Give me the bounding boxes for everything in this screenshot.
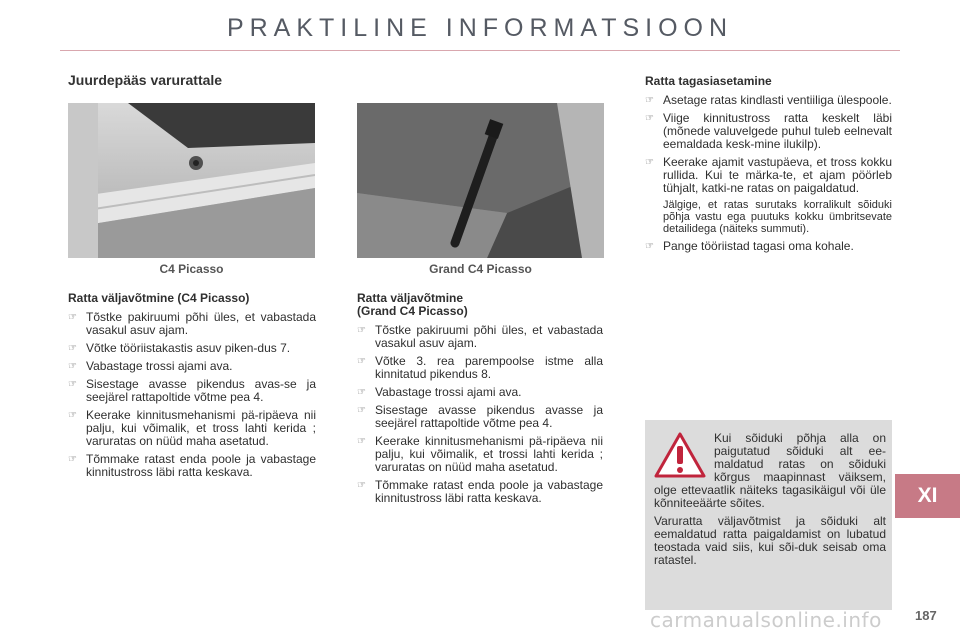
column-heading: Ratta väljavõtmine (Grand C4 Picasso) [357,291,468,318]
list-item: ☞ Tõstke pakiruumi põhi üles, et vabastada vasakul asuv ajam. [357,323,603,350]
list-item: ☞ Võtke tööriistakastis asuv piken-dus 7. [68,341,291,355]
list-item: ☞ Pange tööriistad tagasi oma kohale. [645,239,854,253]
list-item: ☞ Tõmmake ratast enda poole ja vabastage kinnitustross läbi ratta keskava. [68,452,316,479]
pointing-hand-icon: ☞ [357,480,366,491]
list-item: ☞ Viige kinnitustross ratta keskelt läbi (mõnede valuvelgede puhul tuleb eelnevalt eemaldada kesk-mine ilukilp). [645,111,892,151]
pointing-hand-icon: ☞ [68,379,77,390]
section-heading: Juurdepääs varurattale [68,72,223,88]
warning-box [645,420,892,610]
list-item: ☞ Keerake kinnitusmehanismi pä-ripäeva nii palju, kui võimalik, et tross lahti kerida ; varuratas on nüüd maha asetatud. [68,408,316,448]
list-item: ☞ Asetage ratas kindlasti ventiiliga ülespoole. [645,93,892,107]
list-item: ☞ Võtke 3. rea parempoolse istme alla kinnitatud pikendus 8. [357,354,603,381]
chapter-tab: XI [895,474,960,518]
pointing-hand-icon: ☞ [68,410,77,421]
list-item: ☞ Sisestage avasse pikendus avasse ja seejärel rattapoltide võtme pea 4. [357,403,603,430]
pointing-hand-icon: ☞ [645,157,654,168]
column-middle [357,292,603,510]
column-heading: Ratta väljavõtmine (C4 Picasso) [68,291,250,305]
list-item: ☞ Vabastage trossi ajami ava. [68,359,233,373]
step-list [645,94,892,195]
pointing-hand-icon: ☞ [68,361,77,372]
note-text: Jälgige, et ratas surutaks korralikult sõiduki põhja vastu ega puutuks kokku ümbritsevate detailidega (näiteks summuti). [663,199,892,235]
list-item: ☞ Tõmmake ratast enda poole ja vabastage kinnitustross läbi ratta keskava. [357,478,603,505]
pointing-hand-icon: ☞ [357,325,366,336]
pointing-hand-icon: ☞ [645,113,654,124]
list-item: ☞ Keerake ajamit vastupäeva, et tross kokku rullida. Kui te märka-te, et ajam pöörleb tühjalt, katki-ne ratas on paigaldatud. [645,155,892,195]
pointing-hand-icon: ☞ [357,356,366,367]
list-item: ☞ Tõstke pakiruumi põhi üles, et vabastada vasakul asuv ajam. [68,310,316,337]
watermark: carmanualsonline.info [650,608,882,632]
pointing-hand-icon: ☞ [357,436,366,447]
page-title: PRAKTILINE INFORMATSIOON [226,14,734,42]
photo-c4-picasso [68,103,315,258]
list-item: ☞ Vabastage trossi ajami ava. [357,385,522,399]
photo-caption: Grand C4 Picasso [429,262,532,276]
pointing-hand-icon: ☞ [68,454,77,465]
pointing-hand-icon: ☞ [68,343,77,354]
pointing-hand-icon: ☞ [357,405,366,416]
pointing-hand-icon: ☞ [68,312,77,323]
title-divider [60,50,900,51]
list-item: ☞ Keerake kinnitusmehanismi pä-ripäeva nii palju, kui võimalik, et trossi lahti kerida ; varuratas on nüüd maha asetatud. [357,434,603,474]
photo-caption: C4 Picasso [159,262,224,276]
column-right [645,75,892,258]
pointing-hand-icon: ☞ [645,241,654,252]
column-left [68,292,316,484]
pointing-hand-icon: ☞ [357,387,366,398]
list-item: ☞ Sisestage avasse pikendus avas-se ja seejärel rattapoltide võtme pea 4. [68,377,316,404]
page-number: 187 [915,608,937,623]
step-list [68,311,316,479]
step-list [645,240,892,253]
warning-triangle-icon [654,432,706,478]
column-heading: Ratta tagasiasetamine [645,74,772,88]
warning-paragraph: Varuratta väljavõtmist ja sõiduki alt eemaldatud ratta paigaldamist on lubatud teostada vaid siis, kui sõi-duk seisab oma ratastel. [654,514,886,567]
pointing-hand-icon: ☞ [645,95,654,106]
warning-paragraph: Kui sõiduki põhja alla on paigutatud sõiduki alt ee-maldatud ratas on sõiduki kõrgus maapinnast väiksem, olge ettevaatlik näiteks tagasikäigul või üle kõnniteeäärte sõites. [654,431,886,510]
photo-grand-c4-picasso [357,103,604,258]
step-list [357,324,603,505]
